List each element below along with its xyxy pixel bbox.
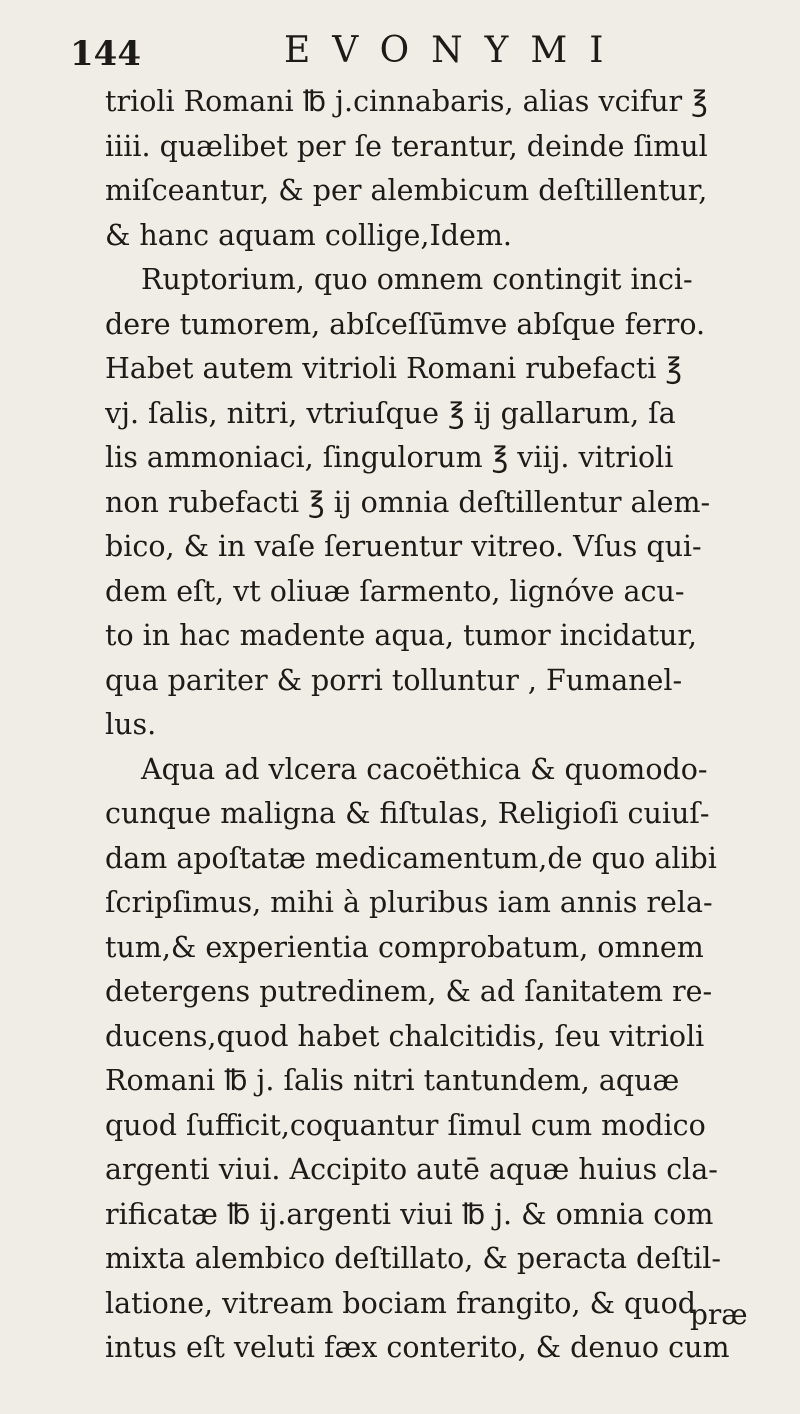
text-line: Romani ℔ j. ſalis nitri tantundem, aquæ xyxy=(105,1064,680,1097)
text-line: bico, & in vaſe ſeruentur vitreo. Vſus qui- xyxy=(105,530,702,563)
text-line: & hanc aquam collige,Idem. xyxy=(105,218,512,252)
catchword: præ xyxy=(690,1298,748,1331)
body-text xyxy=(105,80,785,1371)
text-line: ſcripſimus, mihi à pluribus iam annis rela- xyxy=(105,886,713,919)
text-line: vj. ſalis, nitri, vtriuſque ℥ ij gallarum, ſa xyxy=(105,396,676,430)
text-line: cunque maligna & fiſtulas, Religioſi cuiuſ- xyxy=(105,797,710,830)
text-line: lis ammoniaci, ſingulorum ℥ viij. vitrioli xyxy=(105,441,674,474)
text-line: detergens putredinem, & ad ſanitatem re- xyxy=(105,975,713,1008)
text-line: mixta alembico deſtillato, & peracta deſtil- xyxy=(105,1242,722,1275)
text-line: non rubefacti ℥ ij omnia deſtillentur alem- xyxy=(105,485,711,519)
text-line: ducens,quod habet chalcitidis, ſeu vitrioli xyxy=(105,1019,705,1053)
text-line: lus. xyxy=(105,708,157,741)
page-number: 144 xyxy=(70,34,141,74)
text-line: to in hac madente aqua, tumor incidatur, xyxy=(105,619,697,652)
page-header xyxy=(70,30,750,80)
text-line: dam apoſtatæ medicamentum,de quo alibi xyxy=(105,841,717,875)
text-line: intus eſt veluti fæx conterito, & denuo cum xyxy=(105,1331,730,1364)
text-line: dere tumorem, abſceſſūmve abſque ferro. xyxy=(105,307,706,341)
text-line: rificatæ ℔ ij.argenti viui ℔ j. & omnia com xyxy=(105,1197,714,1231)
text-line: qua pariter & porri tolluntur , Fumanel- xyxy=(105,663,683,697)
text-line: tum,& experientia comprobatum, omnem xyxy=(105,930,704,964)
text-line: Ruptorium, quo omnem contingit inci- xyxy=(141,263,693,296)
text-line: argenti viui. Accipito autē aquæ huius cla- xyxy=(105,1153,718,1186)
text-line: quod ſufficit,coquantur ſimul cum modico xyxy=(105,1108,706,1142)
text-line: trioli Romani ℔ j.cinnabaris, alias vcifur ℥ xyxy=(105,85,708,118)
text-line: latione, vitream bociam frangito, & quod xyxy=(105,1286,696,1320)
text-line: Habet autem vitrioli Romani rubefacti ℥ xyxy=(105,352,682,385)
text-line: Aqua ad vlcera cacoëthica & quomodo- xyxy=(141,752,708,786)
text-line: miſceantur, & per alembicum deſtillentur, xyxy=(105,174,708,207)
running-head: EVONYMI xyxy=(284,30,626,71)
text-line: dem eſt, vt oliuæ ſarmento, lignóve acu- xyxy=(105,574,685,608)
text-line: iiii. quælibet per ſe terantur, deinde ſimul xyxy=(105,129,708,163)
